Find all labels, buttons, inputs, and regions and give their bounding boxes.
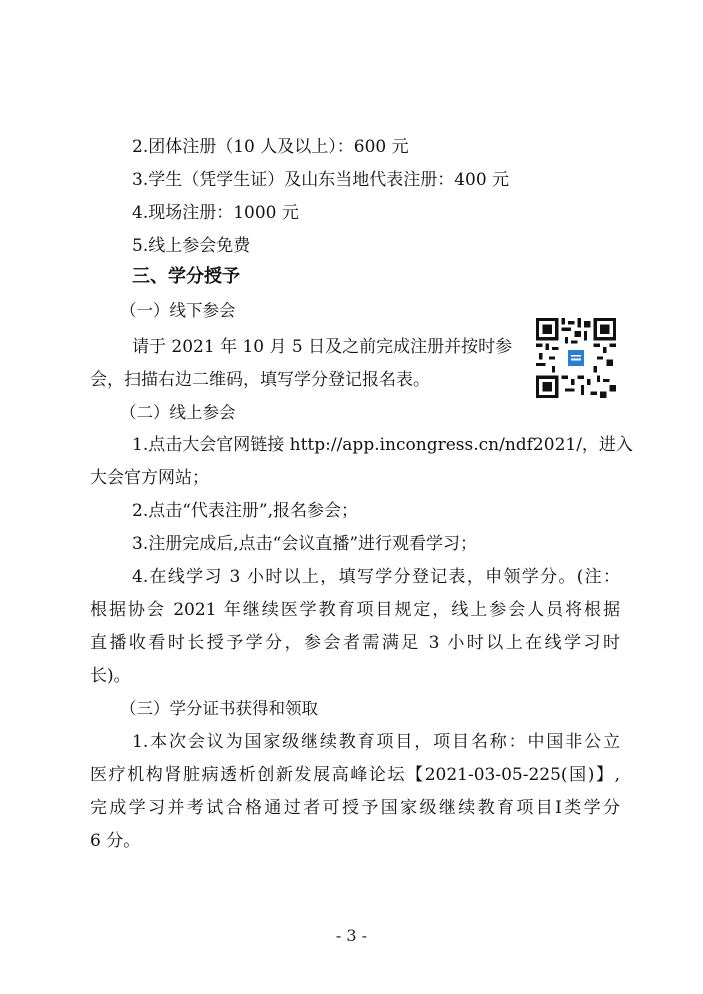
subheading-offline: （一）线下参会 <box>120 301 236 320</box>
offline-paragraph-line2: 会，扫描右边二维码，填写学分登记报名表。 <box>90 370 430 390</box>
certificate-paragraph-line2: 医疗机构肾脏病透析创新发展高峰论坛【2021-03-05-225(国)】, <box>90 765 620 785</box>
subheading-online: （二）线上参会 <box>120 403 236 422</box>
fee-onsite: 4.现场注册：1000 元 <box>132 203 299 223</box>
fee-online: 5.线上参会免费 <box>132 236 251 256</box>
offline-paragraph-line1: 请于 2021 年 10 月 5 日及之前完成注册并按时参 <box>132 337 513 357</box>
certificate-paragraph-line3: 完成学习并考试合格通过者可授予国家级继续教育项目I类学分 <box>90 798 620 818</box>
online-step4-line1: 4.在线学习 3 小时以上，填写学分登记表，申领学分。(注： <box>132 567 620 587</box>
page-number: - 3 - <box>335 926 368 945</box>
online-step2: 2.点击“代表注册”,报名参会； <box>132 501 359 521</box>
subheading-certificate: （三）学分证书获得和领取 <box>120 699 318 718</box>
certificate-paragraph-line1: 1.本次会议为国家级继续教育项目，项目名称：中国非公立 <box>132 732 620 752</box>
section-heading-credits: 三、学分授予 <box>132 266 240 287</box>
online-step4-line4: 长)。 <box>90 666 131 686</box>
online-step1-line1: 1.点击大会官网链接 http://app.incongress.cn/ndf2021/，进入 <box>132 435 633 455</box>
certificate-paragraph-line4: 6 分。 <box>90 831 141 851</box>
online-step1-line2: 大会官方网站； <box>90 468 209 488</box>
qr-code-icon <box>536 318 616 398</box>
online-step4-line2: 根据协会 2021 年继续医学教育项目规定，线上参会人员将根据 <box>90 600 620 620</box>
online-step4-line3: 直播收看时长授予学分，参会者需满足 3 小时以上在线学习时 <box>90 633 620 653</box>
fee-group: 2.团体注册（10 人及以上）：600 元 <box>132 137 409 157</box>
online-step3: 3.注册完成后,点击“会议直播”进行观看学习； <box>132 534 478 554</box>
fee-student: 3.学生（凭学生证）及山东当地代表注册：400 元 <box>132 170 510 190</box>
